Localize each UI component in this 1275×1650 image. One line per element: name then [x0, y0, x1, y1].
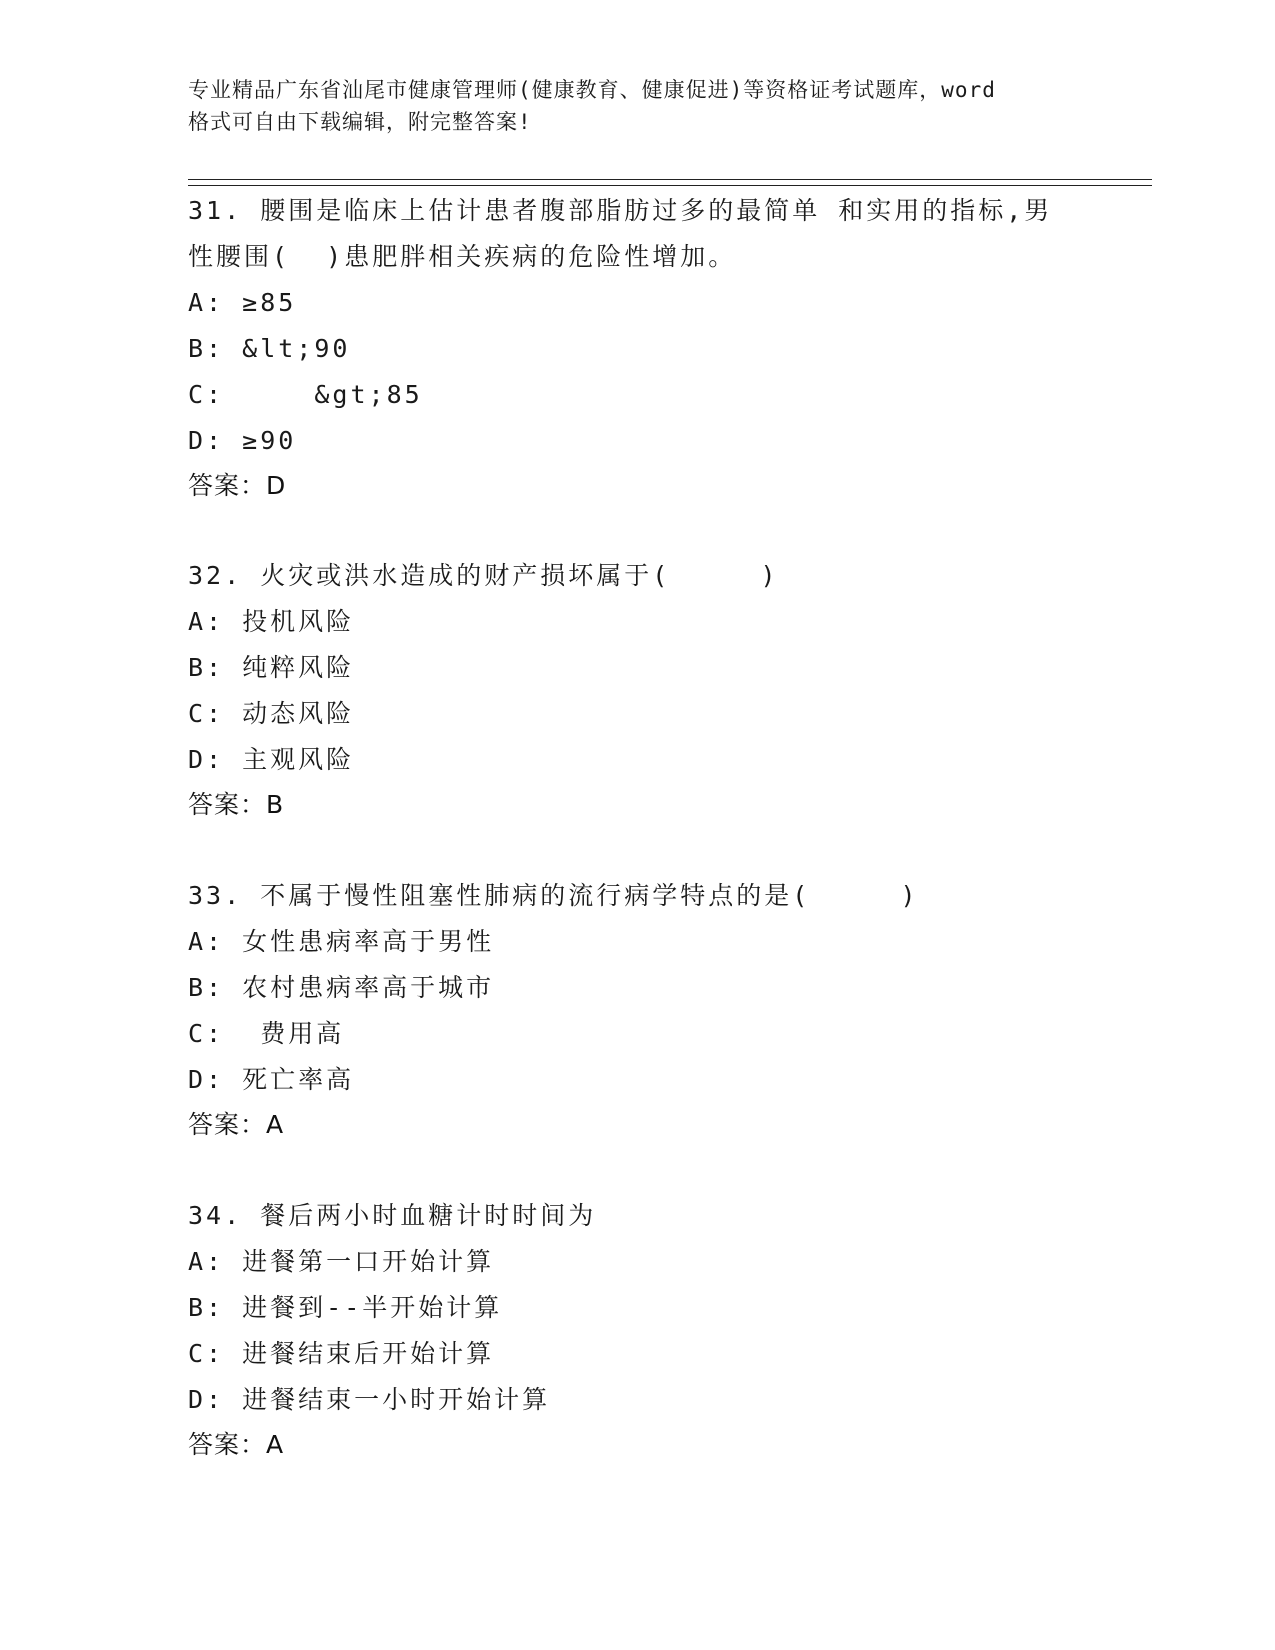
option-b: B: 进餐到--半开始计算 [188, 1293, 503, 1322]
question-stem: 33. 不属于慢性阻塞性肺病的流行病学特点的是( ) [188, 881, 919, 910]
answer: 答案：A [188, 1110, 285, 1139]
option-b: B: &lt;90 [188, 334, 351, 363]
question-stem-continued: 性腰围( )患肥胖相关疾病的危险性增加。 [188, 242, 737, 271]
option-a: A: 投机风险 [188, 607, 355, 636]
option-b: B: 农村患病率高于城市 [188, 973, 495, 1002]
option-a: A: 进餐第一口开始计算 [188, 1247, 495, 1276]
answer: 答案：B [188, 790, 285, 819]
question-31 [188, 188, 1088, 508]
option-d: D: ≥90 [188, 426, 297, 455]
header-divider-top [188, 179, 1152, 180]
option-a: A: 女性患病率高于男性 [188, 927, 495, 956]
option-c: C: 进餐结束后开始计算 [188, 1339, 495, 1368]
question-32 [188, 553, 1088, 827]
answer: 答案：D [188, 471, 287, 500]
header-line-2: 格式可自由下载编辑，附完整答案! [188, 110, 532, 134]
option-d: D: 死亡率高 [188, 1065, 355, 1094]
option-c: C: &gt;85 [188, 380, 423, 409]
question-stem: 34. 餐后两小时血糖计时时间为 [188, 1201, 597, 1230]
header-line-1: 专业精品广东省汕尾市健康管理师(健康教育、健康促进)等资格证考试题库，word [188, 78, 996, 102]
question-33 [188, 873, 1088, 1147]
question-stem: 31. 腰围是临床上估计患者腹部脂肪过多的最简单 和实用的指标,男 [188, 196, 1053, 225]
option-d: D: 主观风险 [188, 745, 355, 774]
option-a: A: ≥85 [188, 288, 297, 317]
document-header [188, 74, 1088, 138]
option-b: B: 纯粹风险 [188, 653, 355, 682]
option-c: C: 费用高 [188, 1019, 345, 1048]
question-34 [188, 1193, 1088, 1467]
option-c: C: 动态风险 [188, 699, 355, 728]
header-divider-bottom [188, 185, 1152, 186]
question-stem: 32. 火灾或洪水造成的财产损坏属于( ) [188, 561, 779, 590]
option-d: D: 进餐结束一小时开始计算 [188, 1385, 551, 1414]
answer: 答案：A [188, 1430, 285, 1459]
